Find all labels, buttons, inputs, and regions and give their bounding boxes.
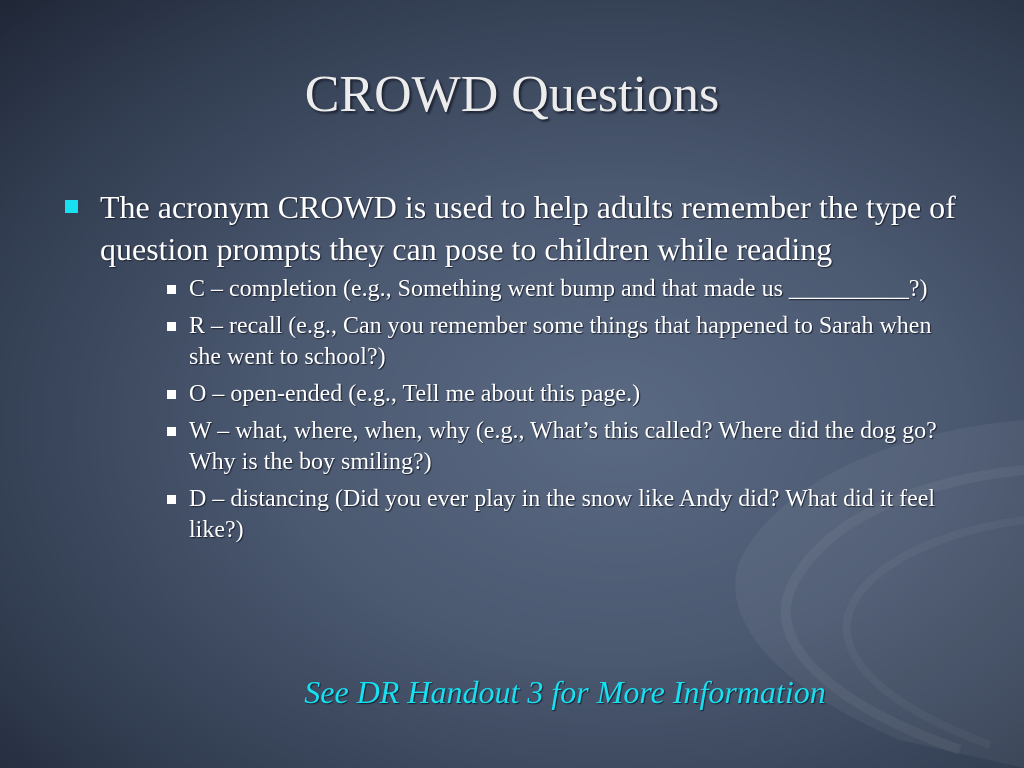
list-item-c: [165, 274, 945, 305]
small-square-bullet-icon: [167, 285, 176, 294]
small-square-bullet-icon: [167, 322, 176, 331]
list-item-o: [165, 379, 945, 410]
small-square-bullet-icon: [167, 390, 176, 399]
small-square-bullet-icon: [167, 427, 176, 436]
list-item-d: [165, 484, 945, 546]
list-item-text: O – open-ended (e.g., Tell me about this page.): [189, 381, 641, 407]
small-square-bullet-icon: [167, 495, 176, 504]
slide-content: [60, 186, 980, 552]
list-item-text: W – what, where, when, why (e.g., What’s this called? Where did the dog go? Why is the boy smiling?): [189, 418, 937, 475]
list-item-w: [165, 416, 945, 478]
main-bullet: [60, 186, 980, 270]
list-item-text: C – completion (e.g., Something went bump and that made us __________?): [189, 276, 928, 302]
list-item-text: D – distancing (Did you ever play in the snow like Andy did? What did it feel like?): [189, 486, 936, 543]
list-item-r: [165, 311, 945, 373]
list-item-text: R – recall (e.g., Can you remember some things that happened to Sarah when she went to school?): [189, 313, 932, 370]
slide-title: CROWD Questions: [304, 66, 720, 123]
handout-link[interactable]: See DR Handout 3 for More Information: [304, 674, 826, 710]
square-bullet-icon: [65, 200, 78, 213]
crowd-list: [165, 274, 945, 546]
main-bullet-text: The acronym CROWD is used to help adults remember the type of question prompts they can pose to children while reading: [100, 189, 956, 267]
